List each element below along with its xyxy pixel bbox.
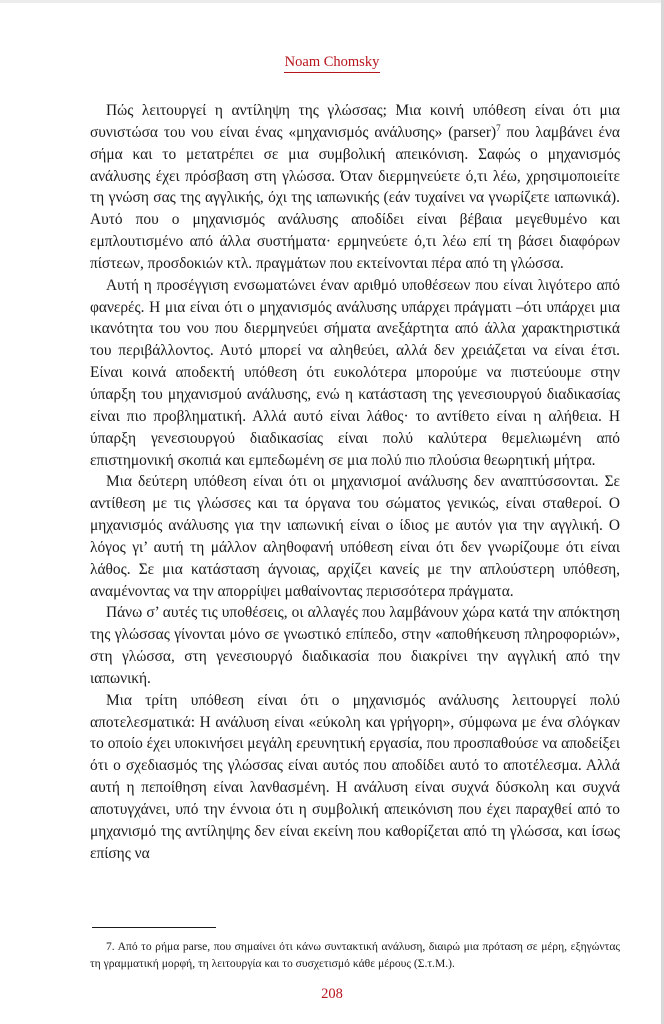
footnote-rule (92, 927, 216, 928)
paragraph-1 (90, 100, 620, 275)
footnote: 7. Από το ρήμα parse, που σημαίνει ότι κάνω συντακτική ανάλυση, διαιρώ μια πρόταση σε μέρη, εξηγώντας τη γραμματική μορφή, τη λειτουργία και το συσχετισμό κάθε μέρους (Σ.τ.Μ.). (90, 940, 620, 970)
page-number: 208 (321, 986, 343, 1002)
top-rule (0, 0, 664, 3)
running-head (0, 53, 664, 73)
paragraph-2: Αυτή η προσέγγιση ενσωματώνει έναν αριθμό υποθέσεων που είναι λιγότερο από φανερές. Η μια είναι ότι ο μηχανισμός ανάλυσης υπάρχει πράγματι –ότι υπάρχει μια ικανότητα του νου που διερμηνεύει σήματα ανεξάρτητα από άλλα χαρακτηριστικά του περιβάλλοντος. Αυτό μπορεί να αληθεύει, αλλά δεν χρειάζεται να είναι έτσι. Είναι κοινά αποδεκτή υπόθεση ότι ευκολότερα μπορούμε να πιστεύουμε στην ύπαρξη του μηχανισμού ανάλυσης, ενώ η κατάσταση της γενεσιουργού διαδικασίας είναι πιο προβληματική. Αλλά αυτό είναι λάθος· το αντίθετο είναι η αλήθεια. Η ύπαρξη γενεσιουργού διαδικασίας είναι πολύ καλύτερα θεμελιωμένη από επιστημονική σκοπιά και εμπεδωμένη σε μια πολύ πιο πλούσια θεωρητική μήτρα. (90, 276, 620, 469)
paragraph-4: Πάνω σ’ αυτές τις υποθέσεις, οι αλλαγές που λαμβάνουν χώρα κατά την απόκτηση της γλώσσας γίνονται μόνο σε γνωστικό επίπεδο, στην «αποθήκευση πληροφοριών», στη γλώσσα, στη γενεσιουργό διαδικασία που διακρίνει την αγγλική από την ιαπωνική. (90, 604, 620, 687)
paragraph-3: Μια δεύτερη υπόθεση είναι ότι οι μηχανισμοί ανάλυσης δεν αναπτύσσονται. Σε αντίθεση με τις γλώσσες και τα όργανα του σώματος γενικώς, είναι σταθεροί. Ο μηχανισμός ανάλυσης για την ιαπωνική είναι ο ίδιος με αυτόν για την αγγλική. Ο λόγος γι’ αυτή τη μάλλον αληθοφανή υπόθεση είναι ότι δεν γνωρίζουμε ότι είναι λάθος. Σε μια κατάσταση άγνοιας, αρχίζει κανείς με την απλούστερη υπόθεση, αναμένοντας να την απορρίψει μαθαίνοντας περισσότερα πράγματα. (90, 473, 620, 600)
paragraph-1-text-continued: που λαμβάνει ένα σήμα και το μετατρέπει σε μια συμβολική απεικόνιση. Σαφώς ο μηχανισμός ανάλυσης έχει πρόσβαση στη γλώσσα. Όταν διερμηνεύετε ό,τι λέω, χρησιμοποιείτε τη γνώση σας της αγγλικής, όχι της ιαπωνικής (εάν τυχαίνει να γνωρίζετε ιαπωνικά). Αυτό που ο μηχανισμός ανάλυσης αποδίδει είναι βέβαια μεγεθυμένο και εμπλουτισμένο από άλλα συστήματα· ερμηνεύετε ό,τι λέω επί τη βάσει διαφόρων πίστεων, προσδοκιών κτλ. πραγμάτων που εκτείνονται πέρα από τη γλώσσα. (90, 123, 620, 272)
footnote-reference: 7 (496, 122, 501, 133)
paragraph-5: Μια τρίτη υπόθεση είναι ότι ο μηχανισμός ανάλυσης λειτουργεί πολύ αποτελεσματικά: Η ανάλυση είναι «εύκολη και γρήγορη», σύμφωνα με ένα σλόγκαν το οποίο έχει υποκινήσει μεγάλη ερευνητική εργασία, που προσπαθούσε να αποδείξει ότι ο σχεδιασμός της γλώσσας είναι αυτός που αποδίδει αυτό το αποτέλεσμα. Αλλά αυτή η πεποίθηση είναι λανθασμένη. Η ανάλυση είναι συχνά δύσκολη και συχνά αποτυγχάνει, υπό την έννοια ότι η συμβολική απεικόνιση που έχει παραχθεί από το μηχανισμό της αντίληψης δεν είναι εκείνη που καθορίζεται από τη γλώσσα, και ίσως επίσης να (90, 691, 620, 862)
running-title: Noam Chomsky (284, 54, 381, 73)
main-text (90, 100, 620, 865)
paragraph-1-text: Πώς λειτουργεί η αντίληψη της γλώσσας; Μια κοινή υπόθεση είναι ότι μια συνιστώσα του νου είναι ένας «μηχανισμός ανάλυσης» (parser) (90, 102, 620, 141)
